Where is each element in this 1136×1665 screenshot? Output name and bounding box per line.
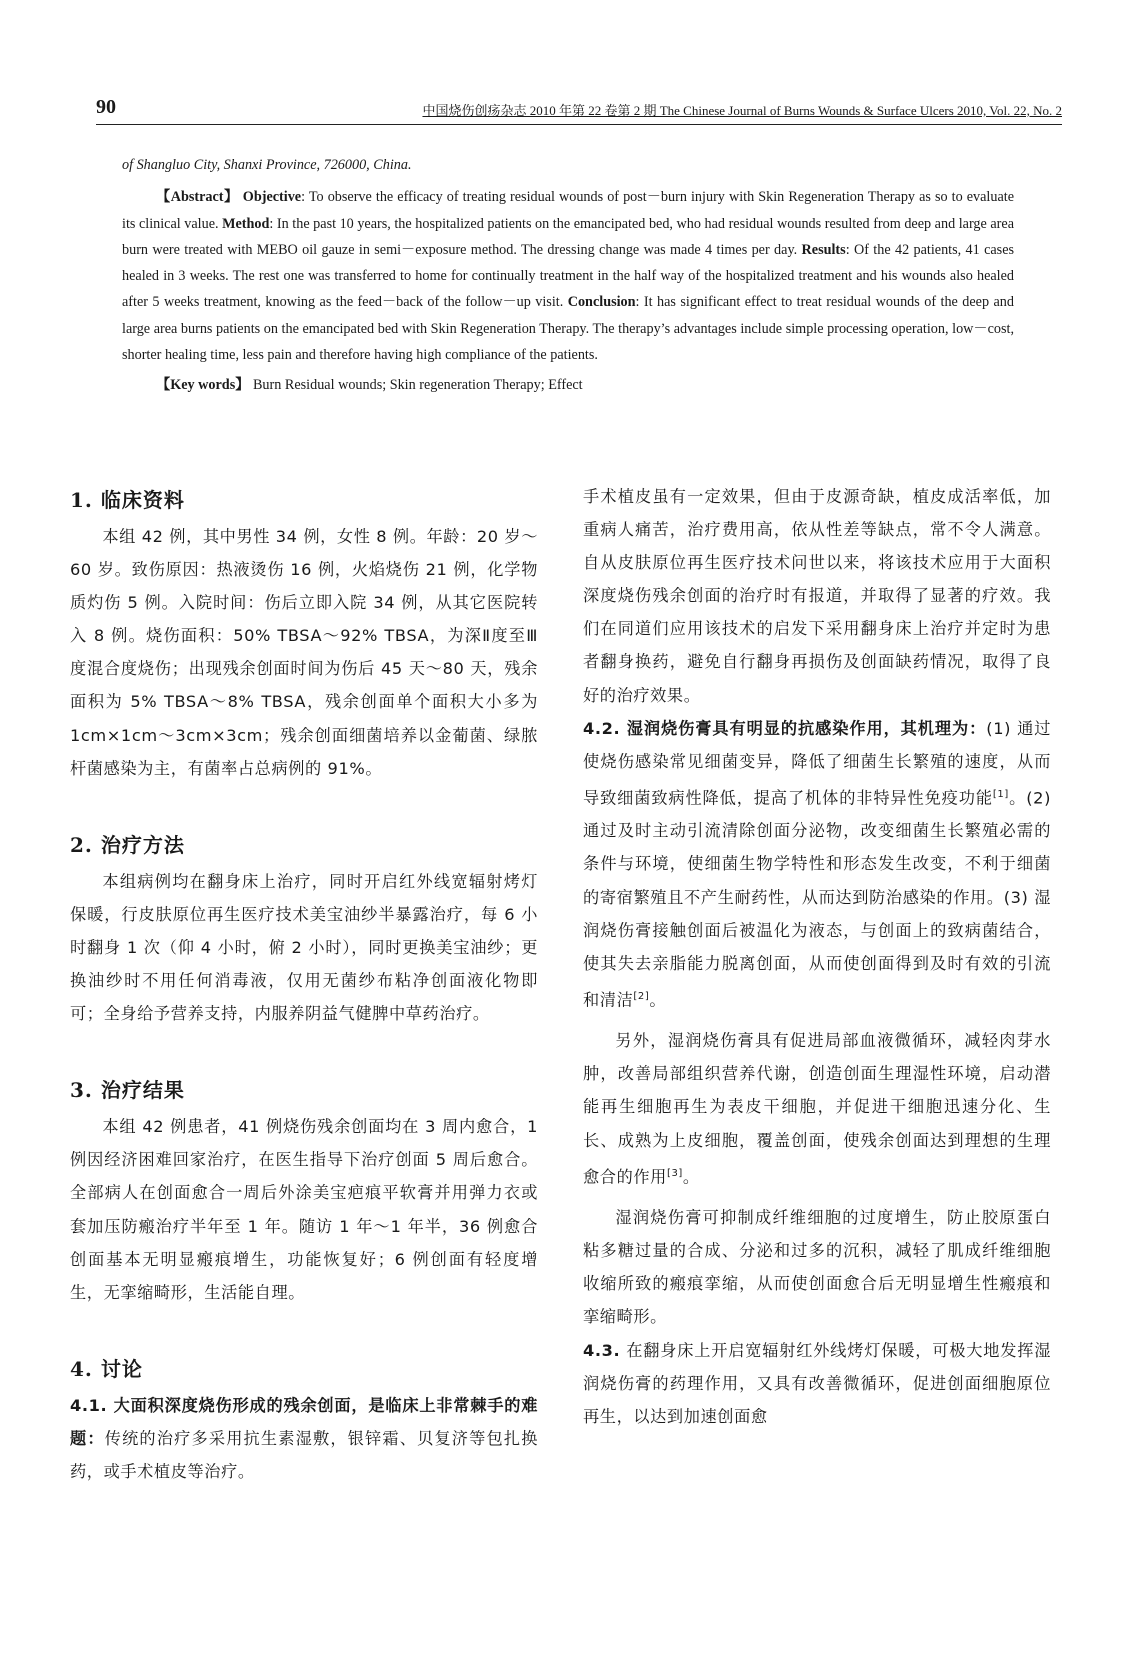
scar-paragraph: 湿润烧伤膏可抑制成纤维细胞的过度增生，防止胶原蛋白粘多糖过量的合成、分泌和过多的沉积，减轻了肌成纤维细胞收缩所致的瘢痕挛缩，从而使创面愈合后无明显增生性瘢痕和挛缩畸形。 [583,1208,1051,1327]
section-4-3-heading: 4.3. [583,1340,621,1360]
section-4-3-text: 在翻身床上开启宽辐射红外线烤灯保暖，可极大地发挥湿润烧伤膏的药理作用，又具有改善微循环，促进创面细胞原位再生，以达到加速创面愈 [583,1340,1051,1426]
journal-title: 中国烧伤创疡杂志 2010 年第 22 卷第 2 期 The Chinese Journal of Burns Wounds & Surface Ulcers 2010, Vol. 22, No. 2 [422,103,1062,118]
section-4-2-text-a: (1) 通过使烧伤感染常见细菌变异，降低了细菌生长繁殖的速度，从而导致细菌致病性降低，提高了机体的非特异性免疫功能 [583,718,1051,808]
conclusion-label: Conclusion [567,294,636,311]
section-1-paragraph: 本组 42 例，其中男性 34 例，女性 8 例。年龄：20 岁～60 岁。致伤原因：热液烫伤 16 例，火焰烧伤 21 例，化学物质灼伤 5 例。入院时间：伤后立即入院 34 例，从其它医院转入 8 例。烧伤面积：50% TBSA～92% TBSA，为深Ⅱ度至Ⅲ度混合度烧伤；出现残余创面时间为伤后 45 天～80 天，残余面积为 5% TBSA～8% TBSA，残余创面单个面积大小多为 1cm×1cm～3cm×3cm；残余创面细菌培养以金葡菌、绿脓杆菌感染为主，有菌率占总病例的 91%。 [70,527,538,778]
page-number: 90 [96,96,116,118]
abstract-paragraph [122,184,1014,368]
section-4-2-text-b: 。(2) 通过及时主动引流清除创面分泌物，改变细菌生长繁殖必需的条件与环境，使细菌生物学特性和形态发生改变，不利于细菌的寄宿繁殖且不产生耐药性，从而达到防治感染的作用。(3) 湿润烧伤膏接触创面后被温化为液态，与创面上的致病菌结合，使其失去亲脂能力脱离创面，从而使创面得到及时有效的引流和清洁 [583,788,1051,1010]
keywords-label: 【Key words】 [156,377,250,394]
section-4-2-heading: 4.2. 湿润烧伤膏具有明显的抗感染作用，其机理为： [583,718,987,738]
section-3-paragraph: 本组 42 例患者，41 例烧伤残余创面均在 3 周内愈合，1 例因经济困难回家治疗，在医生指导下治疗创面 5 周后愈合。全部病人在创面愈合一周后外涂美宝疤痕平软膏并用弹力衣或套加压防瘢治疗半年至 1 年。随访 1 年～1 年半，36 例愈合创面基本无明显瘢痕增生，功能恢复好；6 例创面有轻度增生，无挛缩畸形，生活能自理。 [70,1117,538,1302]
results-label: Results [801,241,846,258]
citation-1: [1] [992,788,1009,800]
conclusion-text: : It has significant effect to treat residual wounds of the deep and large area burns patients on the emancipated bed with Skin Regeneration Therapy. The therapy’s advantages include simple processing operation, low－cost, shorter healing time, less pain and therefore having high compliance of the patients. [122,294,1014,364]
objective-label: Objective [242,189,302,206]
section-4-2-paragraph [583,712,1051,1017]
keywords [156,372,1014,398]
english-abstract [122,152,1014,399]
section-1-title: 1. 临床资料 [70,488,185,512]
method-text: : In the past 10 years, the hospitalized patients on the emancipated bed, who had residual wounds resulted from deep and large area burn were treated with MEBO oil gauze in semi－exposure method. The dressing change was made 4 times per day. [122,215,1014,258]
running-header [96,96,1062,125]
section-2-title: 2. 治疗方法 [70,832,185,857]
objective-text: : To observe the efficacy of treating residual wounds of post－burn injury with Skin Regeneration Therapy as so to evaluate its clinical value. [122,189,1015,232]
section-2-paragraph: 本组病例均在翻身床上治疗，同时开启红外线宽辐射烤灯保暖，行皮肤原位再生医疗技术美宝油纱半暴露治疗，每 6 小时翻身 1 次（仰 4 小时，俯 2 小时），同时更换美宝油纱；更换油纱时不用任何消毒液，仅用无菌纱布粘净创面液化物即可；全身给予营养支持，内服养阴益气健脾中草药治疗。 [70,871,538,1024]
method-label: Method [222,215,270,232]
section-4-2-text-c: 。 [649,990,667,1010]
affiliation: of Shangluo City, Shanxi Province, 726000, China. [122,157,412,173]
section-4-1-text: 传统的治疗多采用抗生素湿敷，银锌霜、贝复济等包扎换药，或手术植皮等治疗。 [70,1428,539,1481]
microcirculation-text: 另外，湿润烧伤膏具有促进局部血液微循环，减轻肉芽水肿，改善局部组织营养代谢，创造创面生理湿性环境，启动潜能再生细胞再生为表皮干细胞，并促进干细胞迅速分化、生长、成熟为上皮细胞，覆盖创面，使残余创面达到理想的生理愈合的作用 [583,1031,1051,1187]
abstract-tag: 【Abstract】 [156,189,239,206]
keywords-text: Burn Residual wounds; Skin regeneration Therapy; Effect [249,377,583,394]
section-4-1-heading: 4.1. 大面积深度烧伤形成的残余创面，是临床上非常棘手的难题： [70,1395,538,1448]
section-3-title: 3. 治疗结果 [70,1078,185,1103]
citation-3: [3] [666,1167,683,1179]
results-text: : Of the 42 patients, 41 cases healed in 3 weeks. The rest one was transferred to home for continually treatment in the half way of the hospitalized treatment and his wounds also healed after 5 weeks treatment, knowing as the feed－back of the follow－up visit. [122,241,1015,311]
section-4-1-paragraph [70,1389,538,1488]
section-4-3-paragraph [583,1334,1051,1433]
citation-2: [2] [633,990,650,1002]
microcirculation-end: 。 [682,1167,700,1187]
left-column [70,480,538,1488]
right-column [583,480,1051,1433]
discussion-continued: 手术植皮虽有一定效果，但由于皮源奇缺，植皮成活率低，加重病人痛苦，治疗费用高，依从性差等缺点，常不令人满意。自从皮肤原位再生医疗技术问世以来，将该技术应用于大面积深度烧伤残余创面的治疗时有报道，并取得了显著的疗效。我们在同道们应用该技术的启发下采用翻身床上治疗并定时为患者翻身换药，避免自行翻身再损伤及创面缺药情况，取得了良好的治疗效果。 [583,487,1051,705]
section-4-title: 4. 讨论 [70,1356,143,1381]
microcirculation-paragraph [583,1024,1051,1193]
